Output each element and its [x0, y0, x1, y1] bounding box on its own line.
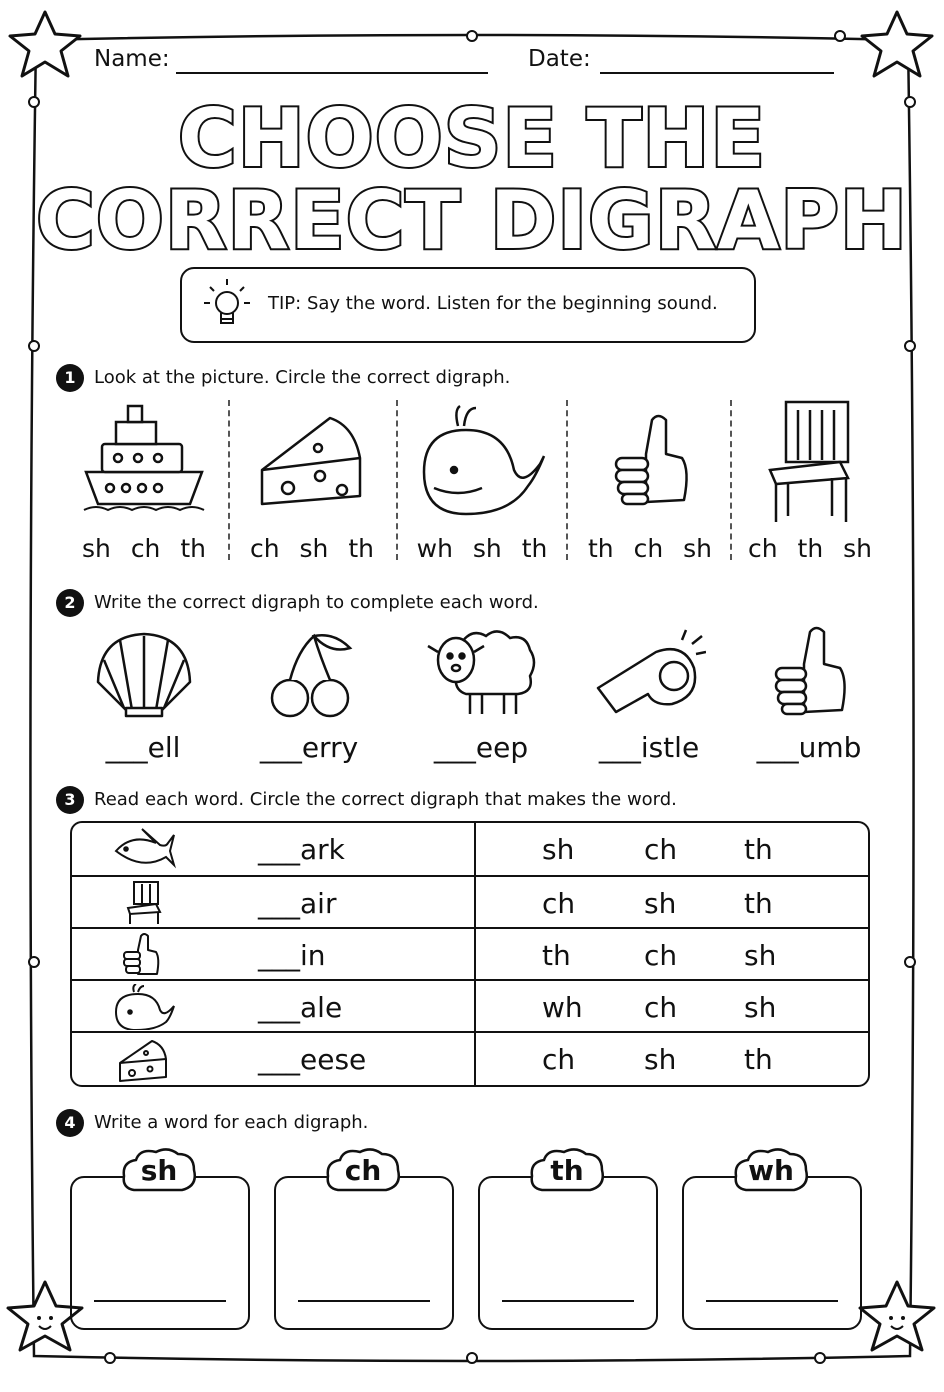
divider: [228, 400, 230, 560]
table-row: [72, 875, 868, 929]
chair-icon: [124, 880, 164, 926]
row-option[interactable]: sh: [644, 1043, 677, 1076]
cheese-icon: [258, 412, 364, 508]
row-word: ___ale: [258, 991, 343, 1024]
digraph-label: ch: [344, 1154, 382, 1187]
row-option[interactable]: ch: [644, 939, 678, 972]
row-option[interactable]: ch: [644, 991, 678, 1024]
divider: [730, 400, 732, 560]
options-thumb[interactable]: th ch sh: [588, 534, 712, 563]
table-row: [72, 823, 868, 875]
ship-icon: [82, 400, 206, 512]
row-option[interactable]: ch: [542, 887, 576, 920]
date-field[interactable]: [600, 72, 834, 74]
row-word: ___eese: [258, 1043, 367, 1076]
whistle-icon: [594, 622, 706, 714]
section-2-number: 2: [56, 589, 84, 617]
table-row: [72, 979, 868, 1033]
shark-icon: [112, 827, 176, 871]
word-whistle[interactable]: ___istle: [598, 731, 700, 764]
digraph-table: [70, 821, 870, 1087]
name-label: Name:: [94, 46, 170, 72]
divider: [396, 400, 398, 560]
digraph-cloud-th: [528, 1146, 606, 1198]
word-cherry[interactable]: ___erry: [259, 731, 359, 764]
row-word: ___ark: [258, 833, 345, 866]
section-1-instruction: Look at the picture. Circle the correct digraph.: [94, 367, 511, 388]
digraph-cloud-wh: [732, 1146, 810, 1198]
word-box-ch[interactable]: [274, 1176, 454, 1330]
title-line-1: CHOOSE THE: [178, 92, 766, 185]
name-field[interactable]: [176, 72, 488, 74]
options-ship[interactable]: sh ch th: [82, 534, 206, 563]
row-option[interactable]: sh: [744, 991, 777, 1024]
row-option[interactable]: th: [744, 1043, 773, 1076]
date-label: Date:: [528, 46, 591, 72]
cheese-icon: [118, 1039, 168, 1083]
word-thumb[interactable]: ___umb: [756, 731, 862, 764]
cherry-icon: [268, 630, 354, 720]
section-4-instruction: Write a word for each digraph.: [94, 1112, 369, 1133]
row-option[interactable]: sh: [644, 887, 677, 920]
word-sheep[interactable]: ___eep: [433, 731, 529, 764]
row-option[interactable]: sh: [542, 833, 575, 866]
word-box-wh[interactable]: [682, 1176, 862, 1330]
divider: [566, 400, 568, 560]
tip-box: [180, 267, 756, 343]
digraph-cloud-ch: [324, 1146, 402, 1198]
thumb-icon: [606, 410, 692, 508]
row-option[interactable]: th: [744, 887, 773, 920]
section-3-number: 3: [56, 786, 84, 814]
table-row: [72, 927, 868, 981]
row-option[interactable]: ch: [542, 1043, 576, 1076]
chair-icon: [766, 398, 852, 526]
word-box-sh[interactable]: [70, 1176, 250, 1330]
table-row: [72, 1031, 868, 1087]
shell-icon: [96, 630, 192, 718]
row-option[interactable]: th: [542, 939, 571, 972]
sheep-icon: [426, 626, 538, 718]
row-option[interactable]: th: [744, 833, 773, 866]
word-box-th[interactable]: [478, 1176, 658, 1330]
section-1-number: 1: [56, 364, 84, 392]
row-word: ___air: [258, 887, 337, 920]
options-chair[interactable]: ch th sh: [748, 534, 872, 563]
thumb-icon: [770, 624, 856, 716]
digraph-label: sh: [140, 1154, 178, 1187]
row-word: ___in: [258, 939, 326, 972]
section-3-instruction: Read each word. Circle the correct digraph that makes the word.: [94, 789, 677, 810]
options-whale[interactable]: wh sh th: [416, 534, 548, 563]
lightbulb-icon: [202, 275, 252, 335]
whale-icon: [418, 402, 550, 520]
section-2-instruction: Write the correct digraph to complete each word.: [94, 592, 539, 613]
row-option[interactable]: ch: [644, 833, 678, 866]
section-4-number: 4: [56, 1109, 84, 1137]
digraph-label: th: [550, 1154, 584, 1187]
title-line-2: CORRECT DIGRAPH: [36, 174, 908, 267]
digraph-cloud-sh: [120, 1146, 198, 1198]
options-cheese[interactable]: ch sh th: [250, 534, 374, 563]
thumb-icon: [122, 932, 162, 978]
digraph-label: wh: [748, 1154, 794, 1187]
tip-text: TIP: Say the word. Listen for the beginning sound.: [268, 293, 718, 314]
whale-icon: [112, 984, 178, 1030]
row-option[interactable]: sh: [744, 939, 777, 972]
word-shell[interactable]: ___ell: [105, 731, 181, 764]
row-option[interactable]: wh: [542, 991, 583, 1024]
